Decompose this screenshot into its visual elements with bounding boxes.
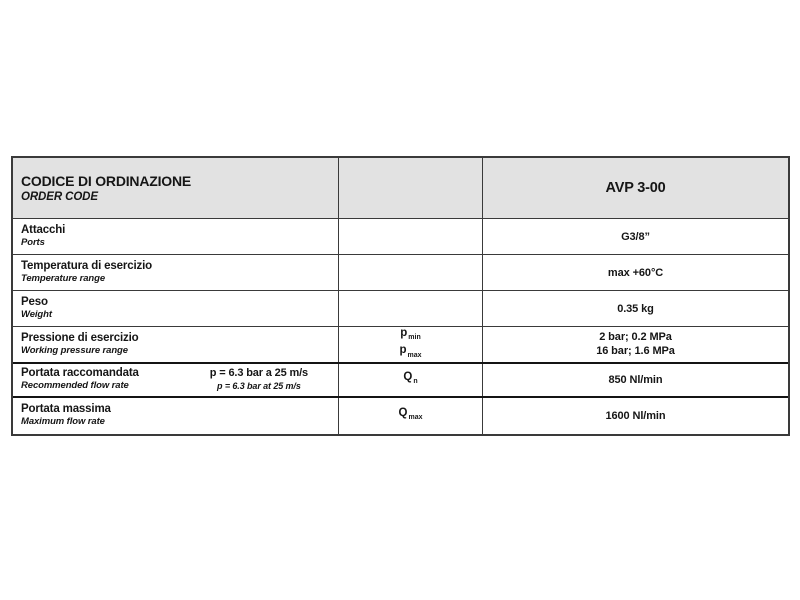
order-code-title-en: ORDER CODE [21,190,98,203]
symbol-subscript: max [408,414,423,422]
symbol-base: p [400,327,408,339]
recommended-flow-label-it: Portata raccomandata [21,367,139,380]
max-flow-value-cell [483,398,788,434]
header-value-cell [483,158,788,218]
order-code-title-it: CODICE DI ORDINAZIONE [21,172,192,189]
weight-symbol-cell [339,291,483,326]
pressure-label-it: Pressione di esercizio [21,331,139,344]
pressure-max-symbol [399,344,421,361]
weight-value: 0.35 kg [617,302,654,315]
max-flow-label-en: Maximum flow rate [21,416,105,428]
pressure-max-value: 16 bar; 1.6 MPa [596,345,675,358]
symbol-subscript: min [408,334,421,342]
table-row-pressure [13,326,788,362]
temperature-symbol-cell [339,255,483,290]
pressure-label-en: Working pressure range [21,344,128,356]
recommended-flow-condition-it: p = 6.3 bar a 25 m/s [209,367,308,380]
ports-label-cell [13,219,339,254]
max-flow-label-cell [13,398,339,434]
table-row-max-flow [13,398,788,434]
ports-label-en: Ports [21,237,45,248]
product-code: AVP 3-00 [605,180,666,196]
weight-label-it: Peso [21,296,48,308]
recommended-flow-value: 850 Nl/min [608,373,663,386]
max-flow-value: 1600 Nl/min [605,409,666,422]
weight-label-cell [13,291,339,326]
max-flow-label-it: Portata massima [21,403,111,416]
ports-value: G3/8” [621,230,650,243]
recommended-flow-label-en: Recommended flow rate [21,380,129,392]
max-flow-symbol-cell [339,398,483,434]
header-symbol-cell [339,158,483,218]
max-flow-symbol [399,407,423,424]
weight-value-cell [483,291,788,326]
recommended-flow-value-cell [483,364,788,396]
table-row-recommended-flow [13,362,788,398]
table-header-row [13,158,788,218]
symbol-base: Q [398,406,408,419]
pressure-min-symbol [400,327,420,344]
pressure-label-cell [13,327,339,362]
ports-value-cell [483,219,788,254]
ports-label-it: Attacchi [21,224,66,236]
recommended-flow-symbol [403,371,417,388]
table-row-weight [13,290,788,326]
table-row-ports [13,218,788,254]
temperature-value-cell [483,255,788,290]
temperature-label-en: Temperature range [21,273,106,284]
symbol-base: p [399,344,407,357]
recommended-flow-condition-en: p = 6.3 bar at 25 m/s [217,381,301,392]
symbol-subscript: max [407,351,422,359]
spec-table [11,156,790,436]
recommended-flow-label-cell [13,364,339,396]
temperature-label-it: Temperatura di esercizio [21,260,153,272]
recommended-flow-symbol-cell [339,364,483,396]
table-row-temperature [13,254,788,290]
pressure-min-value: 2 bar; 0.2 MPa [599,331,672,344]
temperature-label-cell [13,255,339,290]
temperature-value: max +60°C [607,266,664,279]
recommended-flow-condition [210,367,308,392]
ports-symbol-cell [339,219,483,254]
pressure-symbol-cell [339,327,483,362]
symbol-base: Q [403,370,413,383]
recommended-flow-labels [21,367,139,392]
header-label-cell [13,158,339,218]
symbol-subscript: n [413,378,418,386]
pressure-value-cell [483,327,788,362]
weight-label-en: Weight [21,309,52,320]
